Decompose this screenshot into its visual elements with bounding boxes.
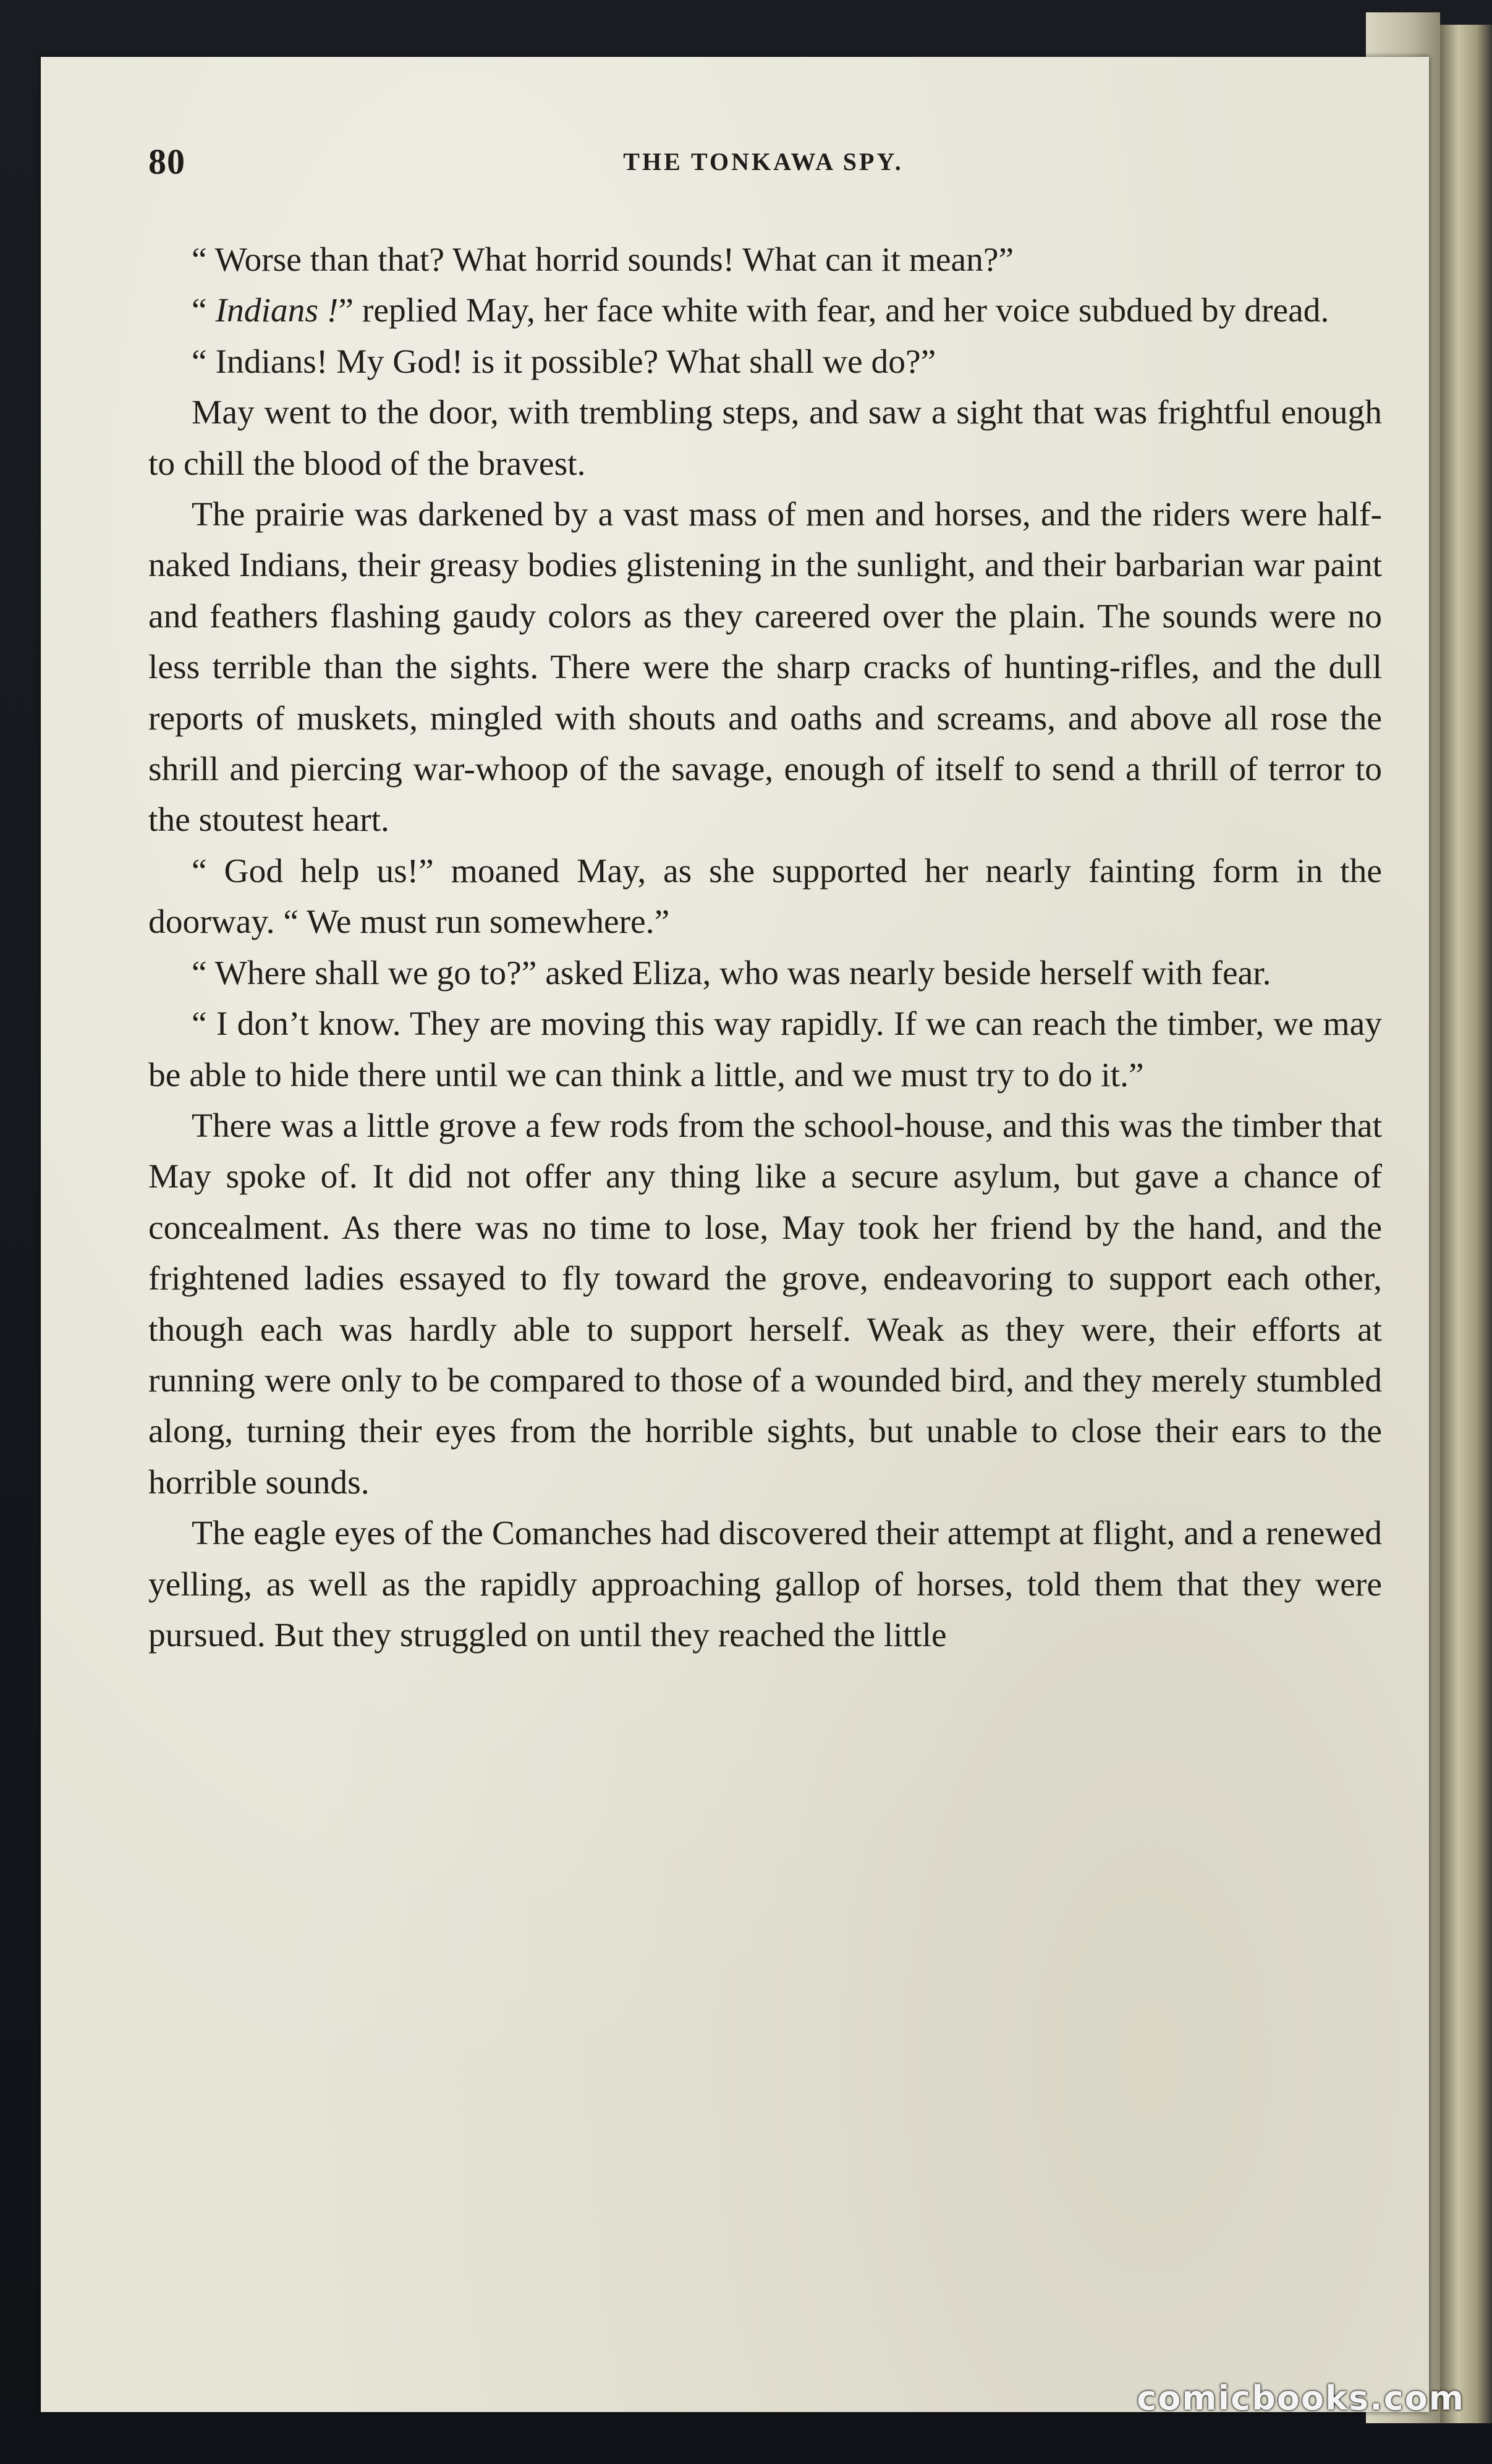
running-title: THE TONKAWA SPY. (623, 148, 904, 176)
paragraph: “ I don’t know. They are moving this way rapidly. If we can reach the timber, we may be able to hide there until we can think a little, and we must try to do it.” (148, 1005, 1382, 1094)
paragraph: “ Indians !” replied May, her face white with fear, and her voice subdued by dread. (192, 292, 1329, 330)
paragraph: “ God help us!” moaned May, as she supported her nearly fainting form in the doorway. “ We must run somewhere.” (148, 852, 1382, 941)
paragraph: “ Worse than that? What horrid sounds! What can it mean?” (192, 241, 1014, 279)
paragraph: There was a little grove a few rods from the school-house, and this was the timber that May spoke of. It did not offer any thing like a secure asylum, but gave a chance of concealment. As there was no time to lose, May took her friend by the hand, and the frightened ladies essayed to fly toward the grove, endeavoring to support each other, though each was hardly able to support herself. Weak as they were, their efforts at running were only to be compared to those of a wounded bird, and they merely stumbled along, turning their eyes from the horrible sights, but unable to close their ears to the horrible sounds. (148, 1107, 1382, 1502)
running-head (148, 141, 1378, 190)
page-number: 80 (148, 142, 185, 182)
paragraph: “ Where shall we go to?” asked Eliza, who was nearly beside herself with fear. (192, 954, 1271, 992)
paragraph: The eagle eyes of the Comanches had discovered their attempt at flight, and a renewed yelling, as well as the rapidly approaching gallop of horses, told them that they were pursued. But they struggled on until they reached the little (148, 1515, 1382, 1654)
paragraph: “ Indians! My God! is it possible? What shall we do?” (192, 342, 936, 381)
watermark: comicbooks.com (1137, 2379, 1465, 2418)
body-text (148, 235, 1382, 1661)
book-spine-edge (1440, 25, 1492, 2423)
paragraph: May went to the door, with trembling steps, and saw a sight that was frightful enough to chill the blood of the bravest. (148, 394, 1382, 483)
paragraph: The prairie was darkened by a vast mass of men and horses, and the riders were half-naked Indians, their greasy bodies glistening in the sunlight, and their barbarian war paint and feathers flashing gaudy colors as they careered over the plain. The sounds were no less terrible than the sights. There were the sharp cracks of hunting-rifles, and the dull reports of muskets, mingled with shouts and oaths and screams, and above all rose the shrill and piercing war-whoop of the savage, enough of itself to send a thrill of terror to the stoutest heart. (148, 496, 1382, 839)
italic-word: Indians ! (215, 292, 339, 330)
